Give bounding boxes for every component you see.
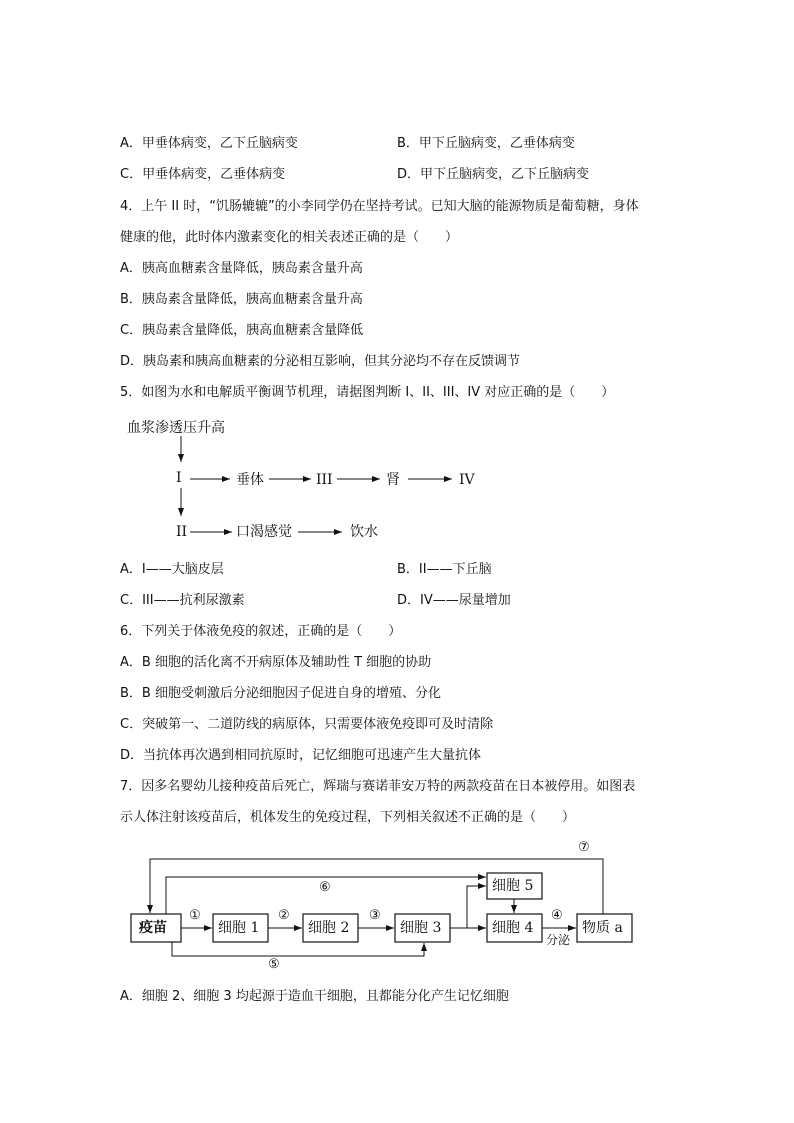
q4-option-a: A．胰高血糖素含量降低，胰岛素含量升高 xyxy=(120,261,363,276)
q5-node-iii: III xyxy=(316,472,333,488)
q7-arrow-cell3-cell5 xyxy=(467,886,486,928)
q6-stem: 6．下列关于体液免疫的叙述，正确的是（ ） xyxy=(120,624,402,639)
q6-option-b: B．B 细胞受刺激后分泌细胞因子促进自身的增殖、分化 xyxy=(120,686,441,701)
q7-step-4: ④ xyxy=(551,908,563,923)
q5-node-thirst: 口渴感觉 xyxy=(236,524,292,540)
q6-option-d: D．当抗体再次遇到相同抗原时，记忆细胞可迅速产生大量抗体 xyxy=(120,748,482,763)
q5-option-a: A．I——大脑皮层 xyxy=(120,562,224,577)
q5-node-kidney: 肾 xyxy=(386,472,400,488)
q7-label-vaccine: 疫苗 xyxy=(139,920,167,936)
q7-arrow-5 xyxy=(172,942,424,956)
q5-node-pituitary: 垂体 xyxy=(236,472,264,488)
q7-label-cell5: 细胞 5 xyxy=(492,878,534,894)
q7-label-cell4: 细胞 4 xyxy=(492,920,534,936)
q6-option-a: A．B 细胞的活化离不开病原体及辅助性 T 细胞的协助 xyxy=(120,655,432,670)
q4-option-b: B．胰岛素含量降低，胰高血糖素含量升高 xyxy=(120,292,363,307)
q7-label-secrete: 分泌 xyxy=(546,933,571,947)
q5-option-c: C．III——抗利尿激素 xyxy=(120,593,245,608)
q7-step-2: ② xyxy=(278,908,290,923)
q7-label-cell2: 细胞 2 xyxy=(308,920,350,936)
q5-stem: 5．如图为水和电解质平衡调节机理，请据图判断 I、II、III、IV 对应正确的是（ ） xyxy=(120,385,615,400)
q7-step-7: ⑦ xyxy=(578,840,590,855)
q7-step-3: ③ xyxy=(369,908,381,923)
q7-option-a: A．细胞 2、细胞 3 均起源于造血干细胞，且都能分化产生记忆细胞 xyxy=(120,989,509,1004)
q4-stem-line1: 4．上午 II 时，“饥肠辘辘”的小李同学仍在坚持考试。已知大脑的能源物质是葡萄糖，身体 xyxy=(120,199,639,214)
q7-label-substance: 物质 a xyxy=(582,920,623,936)
q5-node-drink: 饮水 xyxy=(350,524,378,540)
q7-step-1: ① xyxy=(189,908,201,923)
q3-option-d: D．甲下丘脑病变，乙下丘脑病变 xyxy=(397,167,590,182)
q7-label-cell3: 细胞 3 xyxy=(400,920,442,936)
q7-label-cell1: 细胞 1 xyxy=(218,920,260,936)
q5-option-d: D．IV——尿量增加 xyxy=(397,593,511,608)
q7-stem-line1: 7．因多名婴幼儿接种疫苗后死亡，辉瑞与赛诺菲安万特的两款疫苗在日本被停用。如图表 xyxy=(120,779,636,794)
q6-option-c: C．突破第一、二道防线的病原体，只需要体液免疫即可及时清除 xyxy=(120,717,494,732)
q4-option-c: C．胰岛素含量降低，胰高血糖素含量降低 xyxy=(120,323,364,338)
q7-step-6: ⑥ xyxy=(319,880,331,895)
q5-top-label: 血浆渗透压升高 xyxy=(127,420,225,436)
q7-step-5: ⑤ xyxy=(268,957,280,972)
q4-option-d: D．胰岛素和胰高血糖素的分泌相互影响，但其分泌均不存在反馈调节 xyxy=(120,354,521,369)
q3-option-a: A．甲垂体病变，乙下丘脑病变 xyxy=(120,136,298,151)
q3-option-b: B．甲下丘脑病变，乙垂体病变 xyxy=(397,136,575,151)
q5-node-iv: IV xyxy=(459,472,475,488)
q5-node-ii: II xyxy=(176,524,188,540)
q7-stem-line2: 示人体注射该疫苗后，机体发生的免疫过程，下列相关叙述不正确的是（ ） xyxy=(120,810,576,825)
q5-node-i: I xyxy=(176,470,182,486)
q5-option-b: B．II——下丘脑 xyxy=(397,562,492,577)
q4-stem-line2: 健康的他，此时体内激素变化的相关表述正确的是（ ） xyxy=(120,230,459,245)
q3-option-c: C．甲垂体病变，乙垂体病变 xyxy=(120,167,286,182)
